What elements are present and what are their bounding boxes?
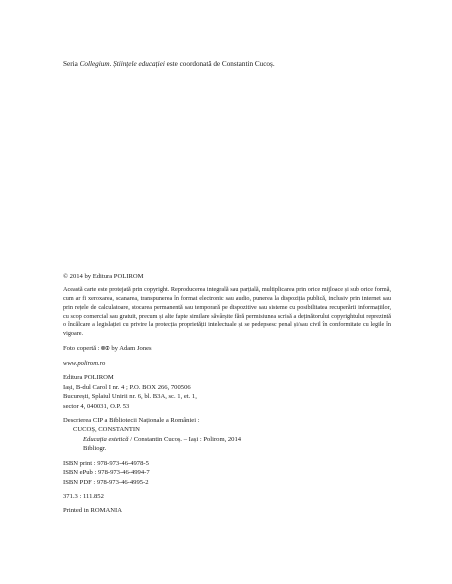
imprint-block xyxy=(63,272,391,516)
printed-in: Printed in ROMANIA xyxy=(63,507,122,515)
creative-commons-icon: 🅭🅯 xyxy=(101,345,110,352)
publisher-block xyxy=(63,373,391,411)
series-name: Collegium xyxy=(79,60,110,68)
isbn-pdf: ISBN PDF : 978-973-46-4995-2 xyxy=(63,478,149,486)
publisher-name: Editura POLIROM xyxy=(63,374,114,382)
isbn-block xyxy=(63,459,391,487)
series-prefix: Seria xyxy=(63,60,80,68)
publisher-address-sector: sector 4, 040031, O.P. 53 xyxy=(63,402,130,410)
website-link: www.polirom.ro xyxy=(63,360,106,368)
cip-title-rest: / Constantin Cucoș. – Iași : Polirom, 2014 xyxy=(128,435,242,443)
series-suffix: este coordonată de Constantin Cucoș. xyxy=(164,60,275,68)
publisher-address-bucuresti: București, Splaiul Unirii nr. 6, bl. B3A, sc. 1, et. 1, xyxy=(63,393,197,401)
series-coordination-line xyxy=(63,60,275,68)
publisher-address-iasi: Iași, B-dul Carol I nr. 4 ; P.O. BOX 266, 700506 xyxy=(63,383,191,391)
isbn-epub: ISBN ePub : 978-973-46-4994-7 xyxy=(63,469,150,477)
cip-author: CUCOȘ, CONSTANTIN xyxy=(73,426,140,434)
photo-credit-label: Foto copertă : xyxy=(63,344,102,352)
series-dot: . xyxy=(109,60,114,68)
cip-heading: Descrierea CIP a Bibliotecii Naționale a României : xyxy=(63,417,200,425)
cip-title xyxy=(63,435,391,444)
cip-block xyxy=(63,416,391,454)
legal-notice: Această carte este protejată prin copyright. Reproducerea integrală sau parțială, multiplicarea prin orice mijloace și sub orice formă, cum ar fi xeroxarea, scanarea, transpunerea în format electronic sau audio, punerea la dispoziția publică, inclusiv prin internet sau prin rețele de calculatoare, stocarea permanentă sau temporară pe dispozitive sau sisteme cu posibilitatea recuperării informațiilor, cu scop comercial sau gratuit, precum și alte fapte similare săvârșite fără permisiunea scrisă a deținătorului copyrightului reprezintă o încălcare a legislației cu privire la protecția proprietății intelectuale și se pedepsesc penal și/sau civil în conformitate cu legile în vigoare. xyxy=(63,286,391,337)
isbn-print: ISBN print : 978-973-46-4978-5 xyxy=(63,459,149,467)
subseries-name: Științele educației xyxy=(113,60,165,68)
classification-code: 371.3 : 111.852 xyxy=(63,492,104,500)
copyright-line: © 2014 by Editura POLIROM xyxy=(63,273,144,280)
cip-title-italic: Educația estetică xyxy=(83,435,129,443)
photo-credit-author: by Adam Jones xyxy=(109,344,152,352)
photo-credit xyxy=(63,344,391,354)
cip-bibliography: Bibliogr. xyxy=(83,445,107,453)
